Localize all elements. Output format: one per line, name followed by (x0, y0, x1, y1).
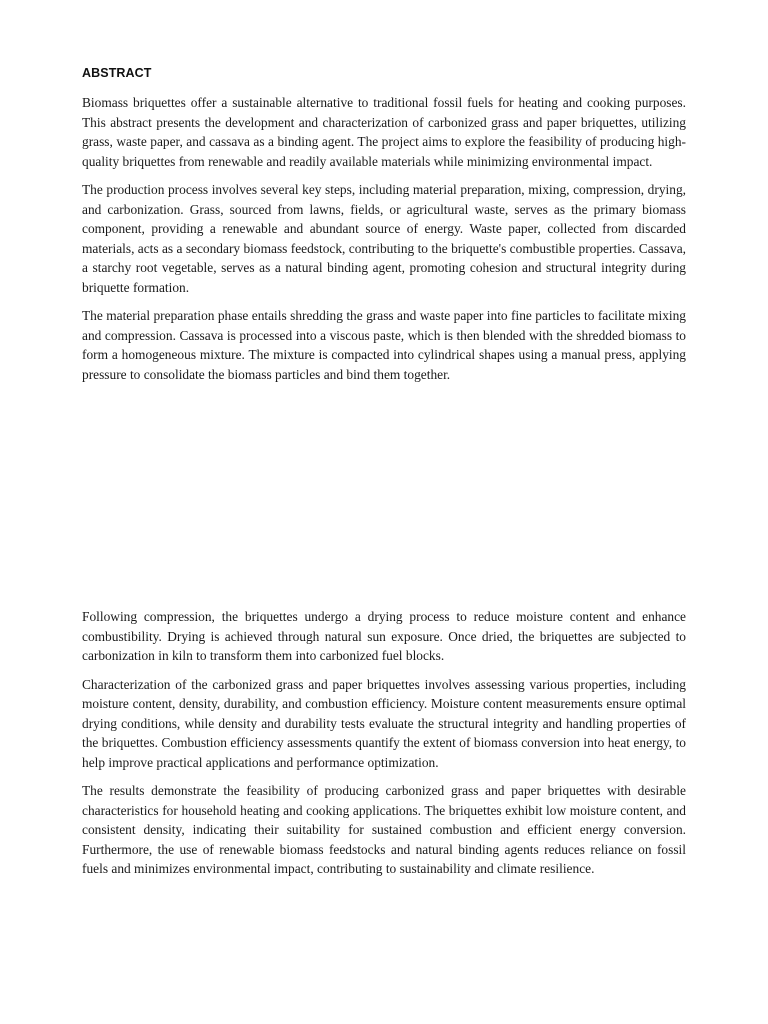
abstract-text-block-top (82, 93, 686, 393)
paragraph-drying: Following compression, the briquettes undergo a drying process to reduce moisture content and enhance combustibility. Drying is achieved through natural sun exposure. Once dried, the briquettes are subjected to carbonization in kiln to transform them into carbonized fuel blocks. (82, 609, 686, 663)
paragraph-intro: Biomass briquettes offer a sustainable alternative to traditional fossil fuels for heating and cooking purposes. This abstract presents the development and characterization of carbonized grass and paper briquettes, utilizing grass, waste paper, and cassava as a binding agent. The project aims to explore the feasibility of producing high-quality briquettes from renewable and readily available materials while minimizing environmental impact. (82, 95, 686, 169)
paragraph-characterization: Characterization of the carbonized grass and paper briquettes involves assessing various properties, including moisture content, density, durability, and combustion efficiency. Moisture content measurements ensure optimal drying conditions, while density and durability tests evaluate the structural integrity and handling properties of the briquettes. Combustion efficiency assessments quantify the extent of biomass conversion into heat energy, to help improve practical applications and performance optimization. (82, 676, 686, 770)
paragraph-results: The results demonstrate the feasibility of producing carbonized grass and paper briquettes with desirable characteristics for household heating and cooking applications. The briquettes exhibit low moisture content, and consistent density, indicating their suitability for sustained combustion and efficient energy conversion. Furthermore, the use of renewable biomass feedstocks and natural binding agents reduces reliance on fossil fuels and minimizes environmental impact, contributing to sustainability and climate resilience. (82, 783, 686, 876)
paragraph-production-process: The production process involves several key steps, including material preparation, mixing, compression, drying, and carbonization. Grass, sourced from lawns, fields, or agricultural waste, serves as the primary biomass component, providing a renewable and abundant source of energy. Waste paper, collected from discarded materials, acts as a secondary biomass feedstock, contributing to the briquette's combustible properties. Cassava, a starchy root vegetable, serves as a natural binding agent, promoting cohesion and structural integrity during briquette formation. (82, 182, 686, 295)
abstract-heading: ABSTRACT (82, 66, 152, 80)
abstract-text-block-bottom (82, 607, 686, 888)
paragraph-material-preparation: The material preparation phase entails shredding the grass and waste paper into fine particles to facilitate mixing and compression. Cassava is processed into a viscous paste, which is then blended with the shredded biomass to form a homogeneous mixture. The mixture is compacted into cylindrical shapes using a manual press, applying pressure to consolidate the biomass particles and bind them together. (82, 308, 686, 382)
